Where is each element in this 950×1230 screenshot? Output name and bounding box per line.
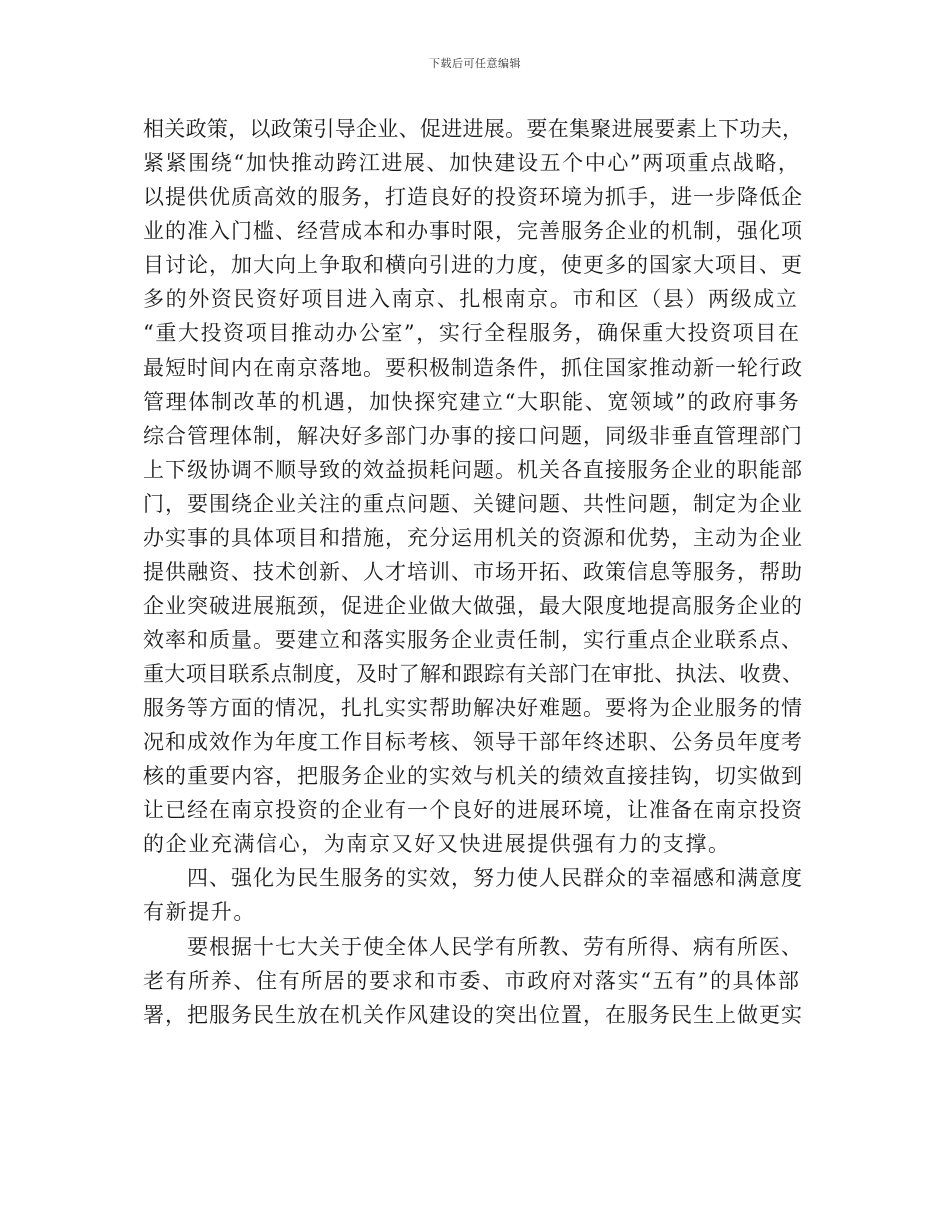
body-line: 最短时间内在南京落地。要积极制造条件，抓住国家推动新一轮行政: [143, 356, 803, 380]
section-heading-line: 有新提升。: [143, 900, 256, 924]
body-line: 相关政策，以政策引导企业、促进进展。要在集聚进展要素上下功夫，: [143, 117, 804, 141]
body-line: 老有所养、住有所居的要求和市委、市政府对落实“五有”的具体部: [143, 969, 801, 993]
body-line: 况和成效作为年度工作目标考核、领导干部年终述职、公务员年度考: [143, 730, 803, 754]
body-line: 多的外资民资好项目进入南京、扎根南京。市和区（县）两级成立: [143, 287, 799, 311]
body-line: 让已经在南京投资的企业有一个良好的进展环境，让准备在南京投资: [143, 798, 803, 822]
page-header: 下载后可任意编辑: [429, 57, 521, 70]
body-line: 门，要围绕企业关注的重点问题、关键问题、共性问题，制定为企业: [143, 492, 803, 516]
section-heading-line: 四、强化为民生服务的实效，努力使人民群众的幸福感和满意度: [187, 866, 803, 890]
body-line: “重大投资项目推动办公室”，实行全程服务，确保重大投资项目在: [143, 321, 801, 345]
body-line: 重大项目联系点制度，及时了解和跟踪有关部门在审批、执法、收费、: [143, 662, 804, 686]
body-line: 紧紧围绕“加快推动跨江进展、加快建设五个中心”两项重点战略，: [143, 151, 801, 175]
body-line: 目讨论，加大向上争取和横向引进的力度，使更多的国家大项目、更: [143, 253, 803, 277]
body-line: 企业突破进展瓶颈，促进企业做大做强，最大限度地提高服务企业的: [143, 594, 803, 618]
body-line: 以提供优质高效的服务，打造良好的投资环境为抓手，进一步降低企: [143, 185, 803, 209]
body-line: 效率和质量。要建立和落实服务企业责任制，实行重点企业联系点、: [143, 628, 803, 652]
body-line: 核的重要内容，把服务企业的实效与机关的绩效直接挂钩，切实做到: [143, 764, 803, 788]
body-line: 上下级协调不顺导致的效益损耗问题。机关各直接服务企业的职能部: [143, 458, 803, 482]
body-line: 要根据十七大关于使全体人民学有所教、劳有所得、病有所医、: [187, 935, 803, 959]
body-line: 办实事的具体项目和措施，充分运用机关的资源和优势，主动为企业: [143, 526, 803, 550]
body-line: 提供融资、技术创新、人才培训、市场开拓、政策信息等服务，帮助: [143, 560, 803, 584]
body-line: 署，把服务民生放在机关作风建设的突出位置，在服务民生上做更实: [143, 1003, 803, 1027]
body-line: 综合管理体制，解决好多部门办事的接口问题，同级非垂直管理部门: [143, 424, 803, 448]
body-line: 的企业充满信心，为南京又好又快进展提供强有力的支撑。: [143, 832, 731, 856]
body-line: 业的准入门槛、经营成本和办事时限，完善服务企业的机制，强化项: [143, 219, 803, 243]
body-line: 服务等方面的情况，扎扎实实帮助解决好难题。要将为企业服务的情: [143, 696, 803, 720]
body-line: 管理体制改革的机遇，加快探究建立“大职能、宽领域”的政府事务: [143, 390, 801, 414]
